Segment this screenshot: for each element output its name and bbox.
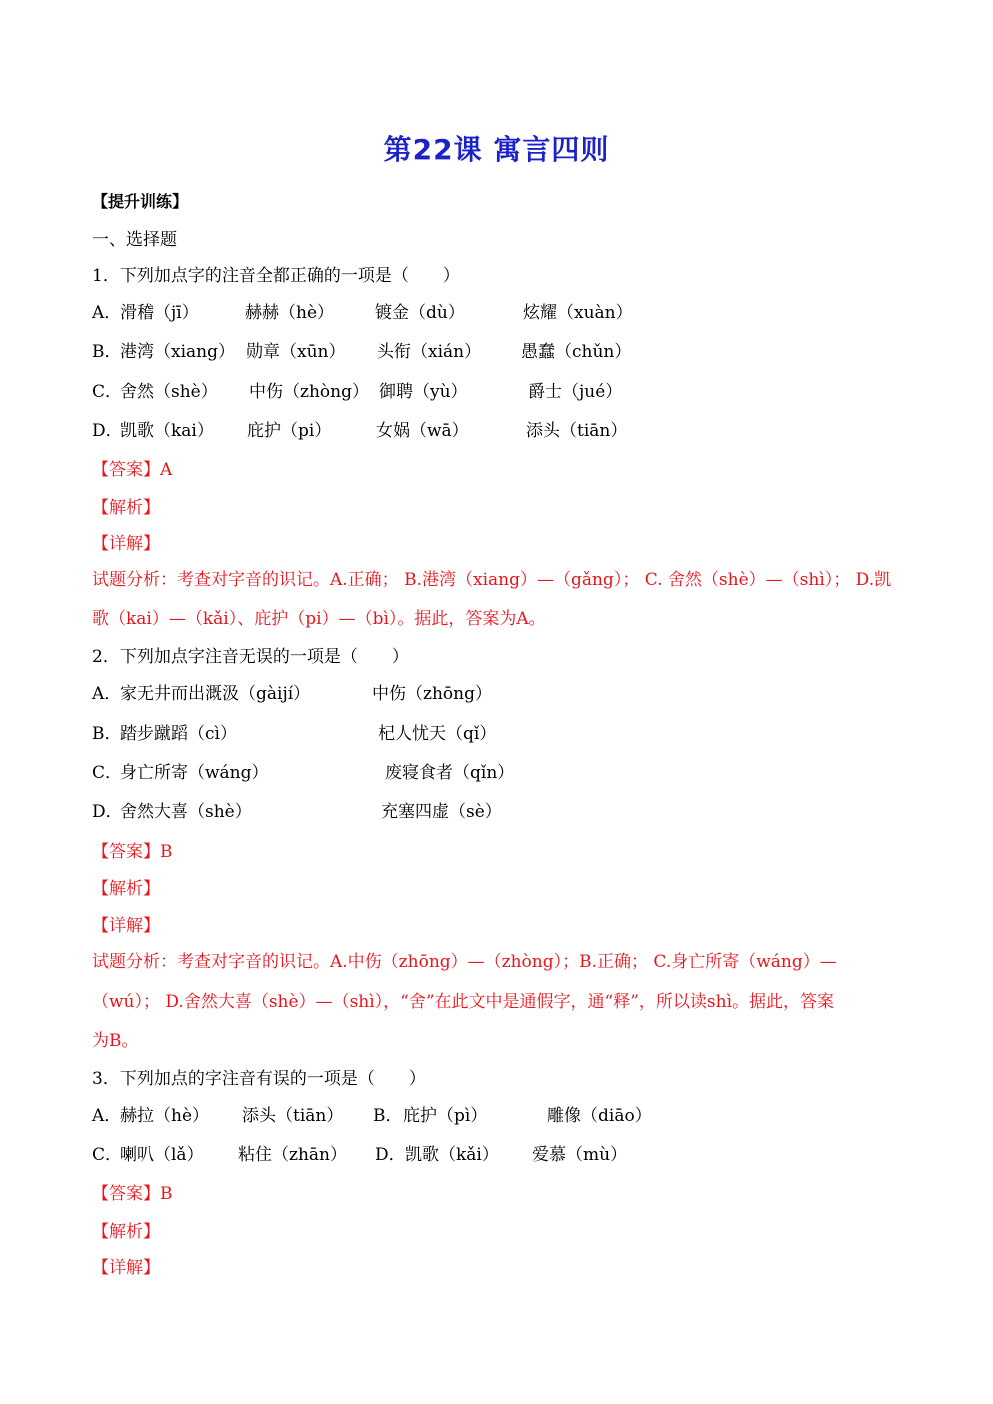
- q1-answer: 【答案】A: [92, 460, 173, 480]
- q2-a-item-2: 中伤（zhōng）: [372, 684, 492, 704]
- q3-c-item-2: 粘住（zhān）: [238, 1145, 347, 1165]
- q2-c-item-1: 身亡所寄（wáng）: [120, 763, 269, 783]
- q1-a-item-4: 炫耀（xuàn）: [523, 303, 633, 323]
- q2-b-item-2: 杞人忧天（qǐ）: [378, 724, 497, 744]
- q3-row-2: [92, 1144, 628, 1166]
- option-letter: A．: [92, 303, 122, 323]
- option-letter: C．: [92, 763, 123, 783]
- q2-explanation-line-3: 为B。: [92, 1031, 139, 1051]
- q3-answer: 【答案】B: [92, 1184, 173, 1204]
- q1-d-item-1: 凯歌（kai）: [120, 421, 214, 441]
- q1-analysis-label: 【解析】: [92, 498, 160, 518]
- q1-option-d: [92, 420, 628, 442]
- page-title: 第22课 寓言四则: [383, 133, 610, 166]
- q2-analysis-label: 【解析】: [92, 879, 160, 899]
- option-letter: D．: [375, 1145, 406, 1165]
- option-letter: D．: [92, 421, 123, 441]
- q3-a-item-2: 添头（tiān）: [242, 1106, 344, 1126]
- q1-b-item-3: 头衔（xián）: [377, 342, 482, 362]
- q1-a-item-2: 赫赫（hè）: [245, 303, 335, 323]
- q3-d-item-2: 爱慕（mù）: [532, 1145, 628, 1165]
- q2-d-item-2: 充塞四虚（sè）: [381, 802, 502, 822]
- q2-detail-label: 【详解】: [92, 916, 160, 936]
- q2-explanation-line-2: （wú）； D.舍然大喜（shè）—（shì），“舍”在此文中是通假字，通“释”，所以读shì。据此，答案: [92, 992, 835, 1012]
- q3-c-item-1: 喇叭（lǎ）: [120, 1145, 204, 1165]
- q1-b-item-2: 勋章（xūn）: [246, 342, 346, 362]
- q1-explanation-line-1: 试题分析：考查对字音的识记。A.正确； B.港湾（xiang）—（gǎng）； C. 舍然（shè）—（shì）； D.凯: [92, 570, 892, 590]
- q1-b-item-4: 愚蠢（chǔn）: [521, 342, 632, 362]
- q3-row-1: [92, 1105, 652, 1127]
- q1-b-item-1: 港湾（xiang）: [120, 342, 235, 362]
- q3-detail-label: 【详解】: [92, 1258, 160, 1278]
- q2-b-item-1: 踏步蹴蹈（cì）: [120, 724, 237, 744]
- q1-option-c: [92, 381, 623, 403]
- q1-c-item-2: 中伤（zhòng）: [249, 382, 369, 402]
- q2-option-a: [92, 683, 492, 705]
- q3-b-item-1: 庇护（pì）: [403, 1106, 488, 1126]
- q1-explanation-line-2: 歌（kai）—（kǎi）、庇护（pi）—（bì）。据此，答案为A。: [92, 609, 546, 629]
- option-letter: B．: [373, 1106, 403, 1126]
- q1-option-a: [92, 302, 633, 324]
- q1-d-item-4: 添头（tiān）: [526, 421, 628, 441]
- q3-a-item-1: 赫拉（hè）: [120, 1106, 210, 1126]
- question-1-stem: 1．下列加点字的注音全都正确的一项是（ ）: [92, 266, 460, 286]
- option-letter: B．: [92, 342, 122, 362]
- q1-c-item-4: 爵士（jué）: [528, 382, 623, 402]
- option-letter: A．: [92, 1106, 122, 1126]
- q1-option-b: [92, 341, 632, 363]
- q2-d-item-1: 舍然大喜（shè）: [120, 802, 252, 822]
- q3-b-item-2: 雕像（diāo）: [547, 1106, 652, 1126]
- q2-c-item-2: 废寝食者（qǐn）: [385, 763, 515, 783]
- q2-option-c: [92, 762, 515, 784]
- q1-a-item-3: 镀金（dù）: [375, 303, 465, 323]
- question-2-stem: 2．下列加点字注音无误的一项是（ ）: [92, 647, 409, 667]
- q1-detail-label: 【详解】: [92, 534, 160, 554]
- q2-option-d: [92, 801, 502, 823]
- q2-a-item-1: 家无井而出溉汲（gàijí）: [120, 684, 311, 704]
- q3-d-item-1: 凯歌（kǎi）: [405, 1145, 499, 1165]
- q1-c-item-3: 御聘（yù）: [379, 382, 468, 402]
- section-label: 【提升训练】: [92, 192, 189, 211]
- option-letter: D．: [92, 802, 123, 822]
- q1-a-item-1: 滑稽（jī）: [120, 303, 199, 323]
- q2-option-b: [92, 723, 497, 745]
- question-3-stem: 3．下列加点的字注音有误的一项是（ ）: [92, 1069, 426, 1089]
- q1-d-item-2: 庇护（pi）: [247, 421, 332, 441]
- option-letter: B．: [92, 724, 122, 744]
- part-heading: 一、选择题: [92, 230, 177, 250]
- q1-c-item-1: 舍然（shè）: [120, 382, 218, 402]
- option-letter: C．: [92, 1145, 123, 1165]
- option-letter: A．: [92, 684, 122, 704]
- q1-d-item-3: 女娲（wā）: [376, 421, 469, 441]
- q2-answer: 【答案】B: [92, 842, 173, 862]
- q3-analysis-label: 【解析】: [92, 1222, 160, 1242]
- option-letter: C．: [92, 382, 123, 402]
- q2-explanation-line-1: 试题分析：考查对字音的识记。A.中伤（zhōng）—（zhòng）；B.正确； C.身亡所寄（wáng）—: [92, 952, 837, 972]
